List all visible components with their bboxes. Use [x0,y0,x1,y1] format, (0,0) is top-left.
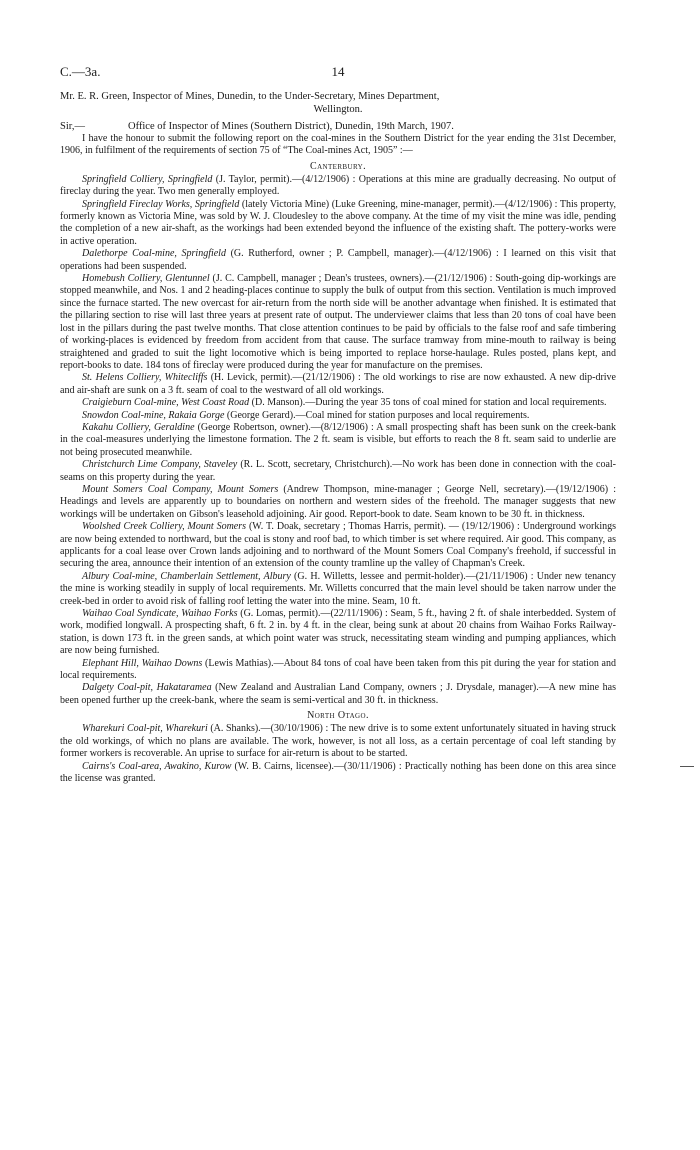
mine-name: Woolshed Creek Colliery, Mount Somers [82,521,247,533]
mine-entry [60,248,616,273]
mine-entry [60,372,616,397]
mine-report-text: (lately Victoria Mine) (Luke Greening, mine-manager, permit).—(4/12/1906) : This property, formerly known as Victoria Mine, was sold by W. J. Cloudesley to the above company. At the time of my visit the mine was idle, pending the completion of a new air-shaft, as the workings had been extended beyond the influence of the existing shaft. The pottery-works were in active operation. [60,198,616,247]
mine-entry [60,521,616,571]
mine-report-text: (G. H. Willetts, lessee and permit-holder).—(21/11/1906) : Under new tenancy the mine is working steadily in supply of local requirements. Mr. Willetts concurred that the main level should be taken narrow under the creek-bed in order to avoid risk of falling roof letting the water into the mine. Seam, 10 ft. [60,570,616,607]
mine-name: Cairns's Coal-area, Awakino, Kurow [82,760,232,772]
mine-name: Springfield Colliery, Springfield [82,173,213,185]
mine-report-text: (W. T. Doak, secretary ; Thomas Harris, permit). — (19/12/1906) : Underground workings are now being extended to northward, but the coal is stony and roof bad, to which timber is set where required. Air good. This company, as applicants for a coal lease over Crown lands adjoining and to northward of the Mount Somers Coal Company's freehold, if successful in securing the area, announce their intention of an extension of the county tramline up the valley of Chapman's Creek. [60,521,616,570]
mine-report-text: (H. Levick, permit).—(21/12/1906) : The old workings to rise are now exhausted. A new dip-drive and air-shaft are sunk on a 3 ft. seam of coal to the westward of all old workings. [60,372,616,396]
report-sections [60,161,616,786]
mine-name: Wharekuri Coal-pit, Wharekuri [82,723,208,735]
mine-name: Dalgety Coal-pit, Hakataramea [82,682,212,694]
mine-entry [60,658,616,683]
mine-report-text: (J. C. Campbell, manager ; Dean's trustees, owners).—(21/12/1906) : South-going dip-workings are stopped meanwhile, and Nos. 1 and 2 heading-places continue to supply the bulk of output from this section. Ventilation is much improved since the furnace started. The new overcast for air-return from the north side will be another advantage when finished. It is estimated that the pillaring section to rise will last three years at present rate of output. The underviewer claims that less than 20 tons of coal have been lost in the pillars during the past twelve months. That close attention continues to be paid by officials to the false roof and safe timbering of working-places is evidenced by freedom from accident from that cause. The surface tramway from mine-mouth to railway is being straightened and graded to suit the light locomotive which is being imported to replace horse-haulage. Rules posted, plans kept, and report-books to date. 184 tons of fireclay were produced during the year for manufacture on the premises. [60,273,616,371]
mine-name: Homebush Colliery, Glentunnel [82,273,210,285]
mine-entry [60,484,616,521]
mine-report-text: (G. Lomas, permit).—(22/11/1906) : Seam, 5 ft., having 2 ft. of shale interbedded. System of work, modified longwall. A prospecting shaft, 6 ft. 2 in. by 4 ft. in the clear, being sunk at about 20 chains from Waihao Forks Railway-station, is down 173 ft. in the green sands, at which point water was struck, necessitating steam winding and pumping appliances, which are now being furnished. [60,608,617,657]
mine-name: Waihao Coal Syndicate, Waihao Forks [82,608,238,620]
mine-name: Craigieburn Coal-mine, West Coast Road [82,397,250,409]
mine-report-text: (G. Rutherford, owner ; P. Campbell, manager).—(4/12/1906) : I learned on this visit that operations had been suspended. [60,248,616,272]
section-heading: Canterbury. [310,160,366,172]
parliamentary-reference: C.—3a. [60,64,101,79]
address-line-2: Wellington. [313,104,363,115]
opening-paragraph: I have the honour to submit the following report on the coal-mines in the Southern District for the year ending the 31st December, 1906, in fulfilment of the requirements of section 75 of “The Coal-mines Act, 1905” :— [60,133,616,157]
mine-entry [60,761,616,786]
mine-name: Albury Coal-mine, Chamberlain Settlement, Albury [82,570,291,582]
page-number: 14 [331,64,345,79]
mine-name: Snowdon Coal-mine, Rakaia Gorge [82,409,225,421]
mine-entry [60,174,616,199]
mine-report-text: (D. Manson).—During the year 35 tons of coal mined for station and local requirements. [249,397,607,409]
mine-report-text: (A. Shanks).—(30/10/1906) : The new drive is to some extent unfortunately situated in having struck the old workings, of which no plans are available. The work, however, is not all loss, as a certain percentage of coal left standing by former workers is recoverable. An uprise to surface for air-return is about to be started. [60,723,616,760]
mine-entry [60,410,616,422]
mine-name: Kakahu Colliery, Geraldine [82,421,195,433]
mine-report-text: (Andrew Thompson, mine-manager ; George Nell, secretary).—(19/12/1906) : Headings and levels are apparently up to boundaries on northern and western sides of the freehold. The manager suggests that new workings will be undertaken on Gibson's leasehold adjoining. Air good. Report-book to date. Seam known to be 30 ft. in thickness. [60,483,616,520]
margin-mark [680,766,694,767]
mine-report-text: (George Gerard).—Coal mined for station purposes and local requirements. [224,409,530,421]
salutation: Sir,— [60,121,85,132]
mine-name: Springfield Fireclay Works, Springfield [82,198,240,210]
mine-entry [60,682,616,707]
mine-name: St. Helens Colliery, Whitecliffs [82,372,208,384]
mine-report-text: (New Zealand and Australian Land Company, owners ; J. Drysdale, manager).—A new mine has been opened further up the creek-bank, where the seam is semi-vertical and 30 ft. in thickness. [60,682,616,706]
page-header [60,64,616,84]
mine-entry [60,571,616,608]
mine-report-text: (J. Taylor, permit).—(4/12/1906) : Operations at this mine are gradually decreasing. No output of fireclay during the year. Two men generally employed. [60,173,616,198]
document-page [60,64,616,785]
mine-entry [60,199,616,249]
mine-report-text: (W. B. Cairns, licensee).—(30/11/1906) : Practically nothing has been done on this area since the license was granted. [60,760,616,784]
mine-report-text: (Lewis Mathias).—About 84 tons of coal have been taken from this pit during the year for station and local requirements. [60,657,616,682]
mine-entry [60,723,616,760]
salutation-row [60,120,616,133]
mine-entry [60,422,616,459]
mine-name: Mount Somers Coal Company, Mount Somers [82,483,279,495]
mine-report-text: (George Robertson, owner).—(8/12/1906) : A small prospecting shaft has been sunk on the creek-bank in the coal-measures underlying the limestone formation. The 2 ft. seam is visible, but efforts to reach the 8 ft. seam said to underlie are not being prosecuted meanwhile. [60,421,616,458]
mine-entry [60,459,616,484]
mine-entry [60,608,616,658]
mine-name: Dalethorpe Coal-mine, Springfield [82,248,226,260]
section-heading: North Otago. [307,710,369,722]
office-dateline: Office of Inspector of Mines (Southern District), Dunedin, 19th March, 1907. [128,121,454,132]
mine-name: Elephant Hill, Waihao Downs [82,657,203,669]
mine-report-text: (R. L. Scott, secretary, Christchurch).—No work has been done in connection with the coal-seams on this property during the year. [60,459,617,483]
mine-name: Christchurch Lime Company, Staveley [82,459,238,471]
letter-address [60,90,616,116]
mine-entry [60,397,616,409]
mine-entry [60,273,616,372]
address-line-1: Mr. E. R. Green, Inspector of Mines, Dunedin, to the Under-Secretary, Mines Department, [60,91,440,102]
